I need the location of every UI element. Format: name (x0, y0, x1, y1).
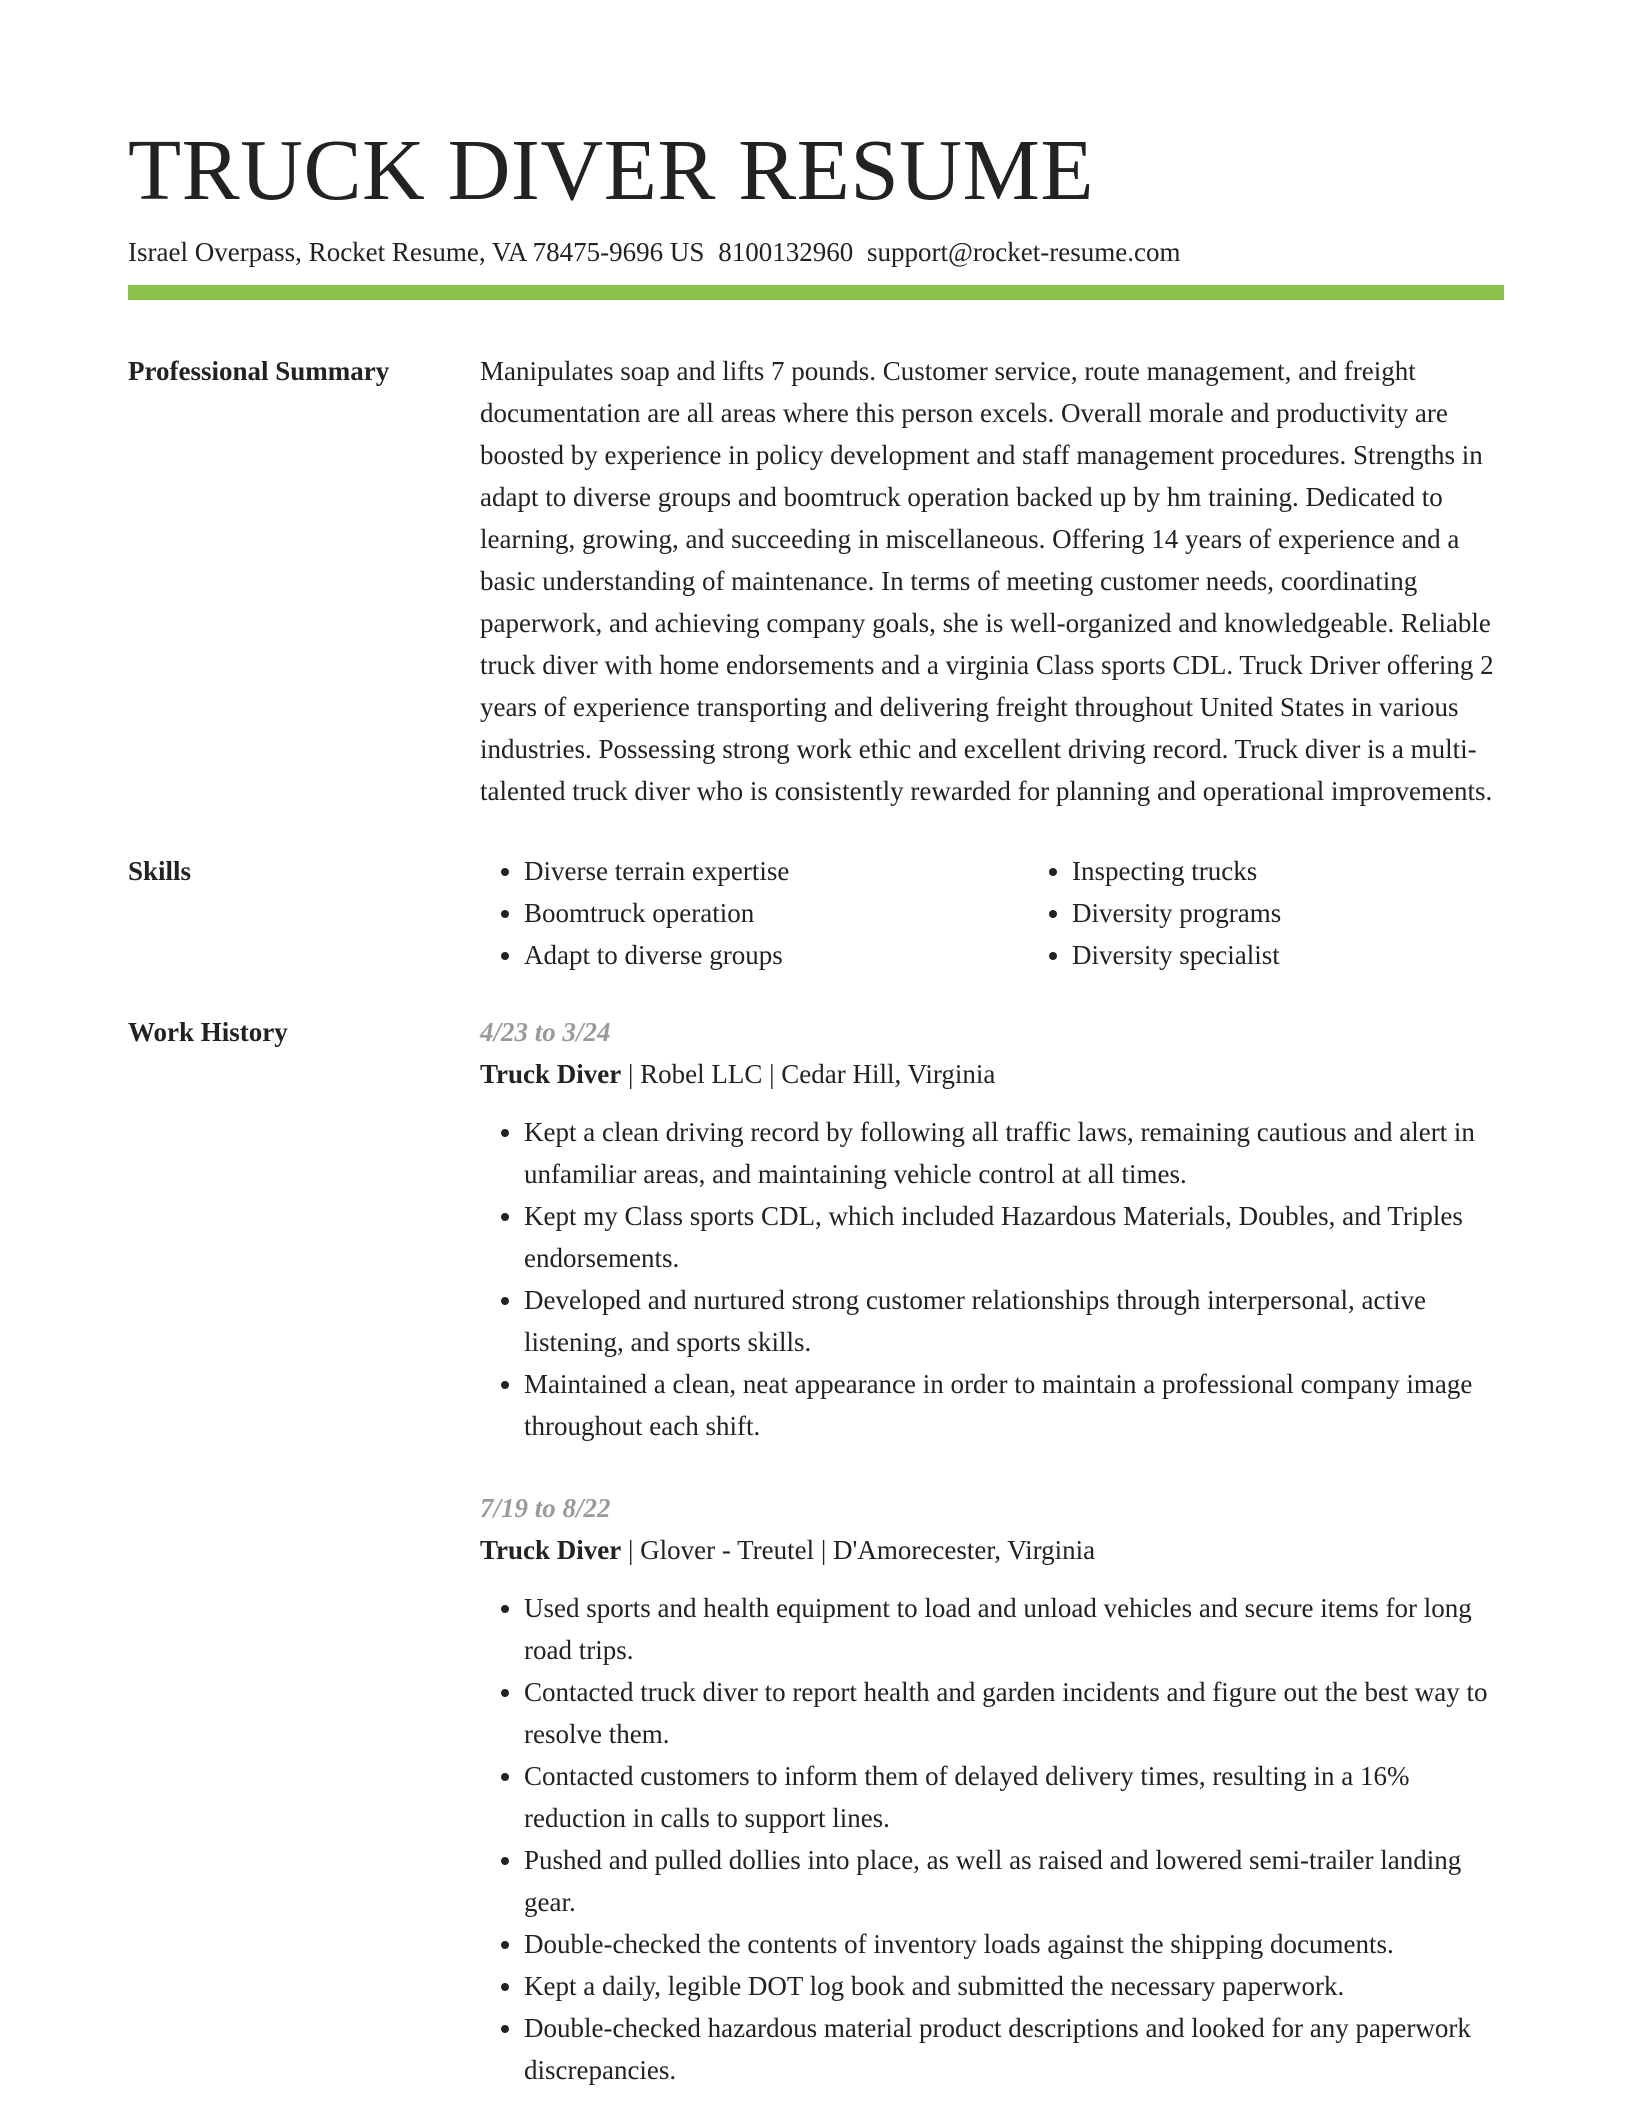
skill-item: • Adapt to diverse groups (524, 934, 1028, 976)
job-bullet: • Developed and nurtured strong customer relationships through interpersonal, active listening, and sports skills. (524, 1279, 1504, 1363)
section-label-skills: Skills (128, 856, 192, 886)
job-bullet: • Kept my Class sports CDL, which included Hazardous Materials, Doubles, and Triples endorsements. (524, 1195, 1504, 1279)
contact-phone: 8100132960 (718, 237, 854, 267)
header-divider (128, 285, 1504, 300)
job-bullet: • Kept a clean driving record by following all traffic laws, remaining cautious and alert in unfamiliar areas, and maintaining vehicle control at all times. (524, 1111, 1504, 1195)
skill-item: • Diversity programs (1072, 892, 1576, 934)
skills-list-left (480, 850, 1028, 976)
job-bullet-list (480, 1111, 1504, 1447)
job-heading (480, 1053, 1504, 1095)
skills-grid (480, 850, 1576, 976)
job-entry (480, 1487, 1504, 2091)
job-details: | Robel LLC | Cedar Hill, Virginia (621, 1059, 996, 1089)
job-title: Truck Diver (480, 1535, 622, 1565)
skill-item: • Diverse terrain expertise (524, 850, 1028, 892)
section-label-summary: Professional Summary (128, 356, 390, 386)
job-dates: 4/23 to 3/24 (480, 1017, 611, 1047)
job-dates: 7/19 to 8/22 (480, 1493, 611, 1523)
skills-section (128, 850, 1504, 976)
work-history-section (128, 1011, 1504, 2091)
job-bullet: • Double-checked hazardous material product descriptions and looked for any paperwork discrepancies. (524, 2007, 1504, 2091)
job-bullet: • Maintained a clean, neat appearance in order to maintain a professional company image throughout each shift. (524, 1363, 1504, 1447)
job-bullet: • Used sports and health equipment to load and unload vehicles and secure items for long road trips. (524, 1587, 1504, 1671)
section-label-work-history: Work History (128, 1017, 288, 1047)
job-bullet: • Double-checked the contents of inventory loads against the shipping documents. (524, 1923, 1504, 1965)
contact-address: Israel Overpass, Rocket Resume, VA 78475-9696 US (128, 237, 705, 267)
job-heading (480, 1529, 1504, 1571)
job-bullet: • Pushed and pulled dollies into place, as well as raised and lowered semi-trailer landing gear. (524, 1839, 1504, 1923)
skill-item: • Diversity specialist (1072, 934, 1576, 976)
job-title: Truck Diver (480, 1059, 622, 1089)
resume-title: TRUCK DIVER RESUME (128, 121, 1095, 218)
job-bullet: • Contacted truck diver to report health and garden incidents and figure out the best way to resolve them. (524, 1671, 1504, 1755)
job-bullet-list (480, 1587, 1504, 2091)
skill-item: • Inspecting trucks (1072, 850, 1576, 892)
professional-summary-section (128, 350, 1504, 812)
skills-list-right (1028, 850, 1576, 976)
job-entry (480, 1011, 1504, 1447)
contact-line (128, 234, 1504, 270)
job-bullet: • Kept a daily, legible DOT log book and submitted the necessary paperwork. (524, 1965, 1504, 2007)
summary-text: Manipulates soap and lifts 7 pounds. Customer service, route management, and freight documentation are all areas where this person excels. Overall morale and productivity are boosted by experience in policy development and staff management procedures. Strengths in adapt to diverse groups and boomtruck operation backed up by hm training. Dedicated to learning, growing, and succeeding in miscellaneous. Offering 14 years of experience and a basic understanding of maintenance. In terms of meeting customer needs, coordinating paperwork, and achieving company goals, she is well-organized and knowledgeable. Reliable truck diver with home endorsements and a virginia Class sports CDL. Truck Driver offering 2 years of experience transporting and delivering freight throughout United States in various industries. Possessing strong work ethic and excellent driving record. Truck diver is a multi-talented truck diver who is consistently rewarded for planning and operational improvements. (480, 356, 1494, 806)
resume-page (128, 118, 1504, 2091)
job-details: | Glover - Treutel | D'Amorecester, Virginia (621, 1535, 1096, 1565)
job-bullet: • Contacted customers to inform them of delayed delivery times, resulting in a 16% reduction in calls to support lines. (524, 1755, 1504, 1839)
contact-email: support@rocket-resume.com (866, 237, 1181, 267)
skill-item: • Boomtruck operation (524, 892, 1028, 934)
